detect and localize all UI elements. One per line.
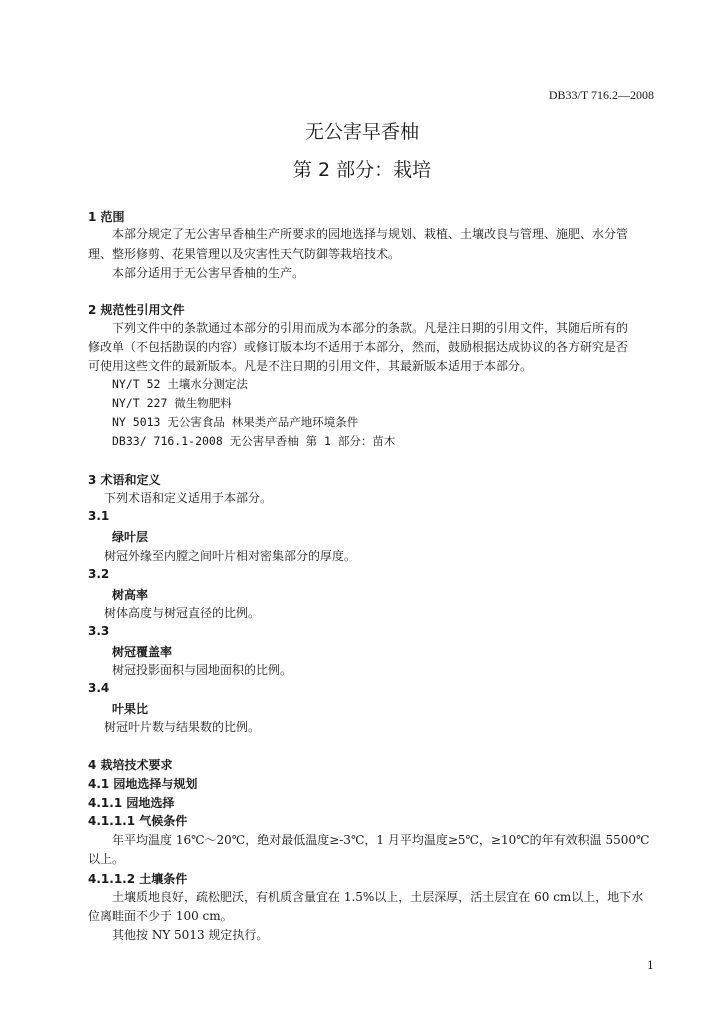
- reference-item: DB33/ 716.1-2008 无公害早香柚 第 1 部分：苗木: [112, 434, 396, 448]
- soil-text-para-2: 其他按 NY 5013 规定执行。: [112, 928, 269, 942]
- term-name: 叶果比: [112, 702, 149, 716]
- soil-text-line: 土壤质地良好，疏松肥沃，有机质含量宜在 1.5%以上，土层深厚，活土层宜在 60 cm以上，地下水: [112, 890, 644, 904]
- term-number: 3.4: [88, 681, 110, 695]
- clause-4-1-1-1-heading: 4.1.1.1 气候条件: [88, 814, 188, 828]
- term-number: 3.3: [88, 624, 110, 638]
- soil-text-line: 位离畦面不少于 100 cm。: [88, 909, 233, 923]
- section-3-intro: 下列术语和定义适用于本部分。: [104, 491, 273, 505]
- subsection-4-1-1-heading: 4.1.1 园地选择: [88, 796, 175, 810]
- term-definition: 树冠叶片数与结果数的比例。: [104, 720, 261, 734]
- climate-text-line: 年平均温度 16℃～20℃，绝对最低温度≥-3℃，1 月平均温度≥5℃，≥10℃的年有效积温 5500℃: [112, 833, 650, 847]
- document-title: 无公害早香柚: [304, 121, 419, 143]
- section-1-heading: 1 范围: [88, 210, 125, 224]
- term-number: 3.1: [88, 509, 110, 523]
- document-subtitle: 第 2 部分：栽培: [292, 159, 432, 181]
- page-number: 1: [647, 959, 654, 972]
- term-definition: 树体高度与树冠直径的比例。: [104, 606, 261, 620]
- section-3-heading: 3 术语和定义: [88, 473, 161, 487]
- section-1-para-2: 本部分适用于无公害早香柚的生产。: [112, 266, 305, 280]
- standard-number: DB33/T 716.2—2008: [548, 88, 654, 102]
- term-name: 树高率: [112, 588, 149, 602]
- term-definition: 树冠投影面积与园地面积的比例。: [112, 663, 293, 677]
- reference-item: NY 5013 无公害食品 林果类产品产地环境条件: [112, 415, 359, 429]
- section-4-heading: 4 栽培技术要求: [88, 758, 173, 772]
- section-2-para-line: 可使用这些文件的最新版本。凡是不注日期的引用文件，其最新版本适用于本部分。: [88, 359, 533, 373]
- term-definition: 树冠外缘至内膛之间叶片相对密集部分的厚度。: [104, 549, 357, 563]
- section-1-para-line: 本部分规定了无公害早香柚生产所要求的园地选择与规划、栽植、土壤改良与管理、施肥、水分管: [112, 227, 629, 241]
- reference-item: NY/T 227 微生物肥料: [112, 396, 232, 410]
- section-2-para-line: 修改单（不包括勘误的内容）或修订版本均不适用于本部分，然而，鼓励根据达成协议的各方研究是否: [88, 340, 629, 354]
- reference-item: NY/T 52 土壤水分测定法: [112, 377, 248, 391]
- term-number: 3.2: [88, 567, 110, 581]
- clause-4-1-1-2-heading: 4.1.1.2 土壤条件: [88, 872, 188, 886]
- term-name: 树冠覆盖率: [112, 645, 173, 659]
- climate-text-line: 以上。: [88, 852, 125, 866]
- section-1-para-line: 理、整形修剪、花果管理以及灾害性天气防御等栽培技术。: [88, 247, 401, 261]
- section-2-heading: 2 规范性引用文件: [88, 303, 185, 317]
- term-name: 绿叶层: [112, 530, 149, 544]
- section-2-para-line: 下列文件中的条款通过本部分的引用而成为本部分的条款。凡是注日期的引用文件，其随后所有的: [112, 321, 629, 335]
- subsection-4-1-heading: 4.1 园地选择与规划: [88, 777, 198, 791]
